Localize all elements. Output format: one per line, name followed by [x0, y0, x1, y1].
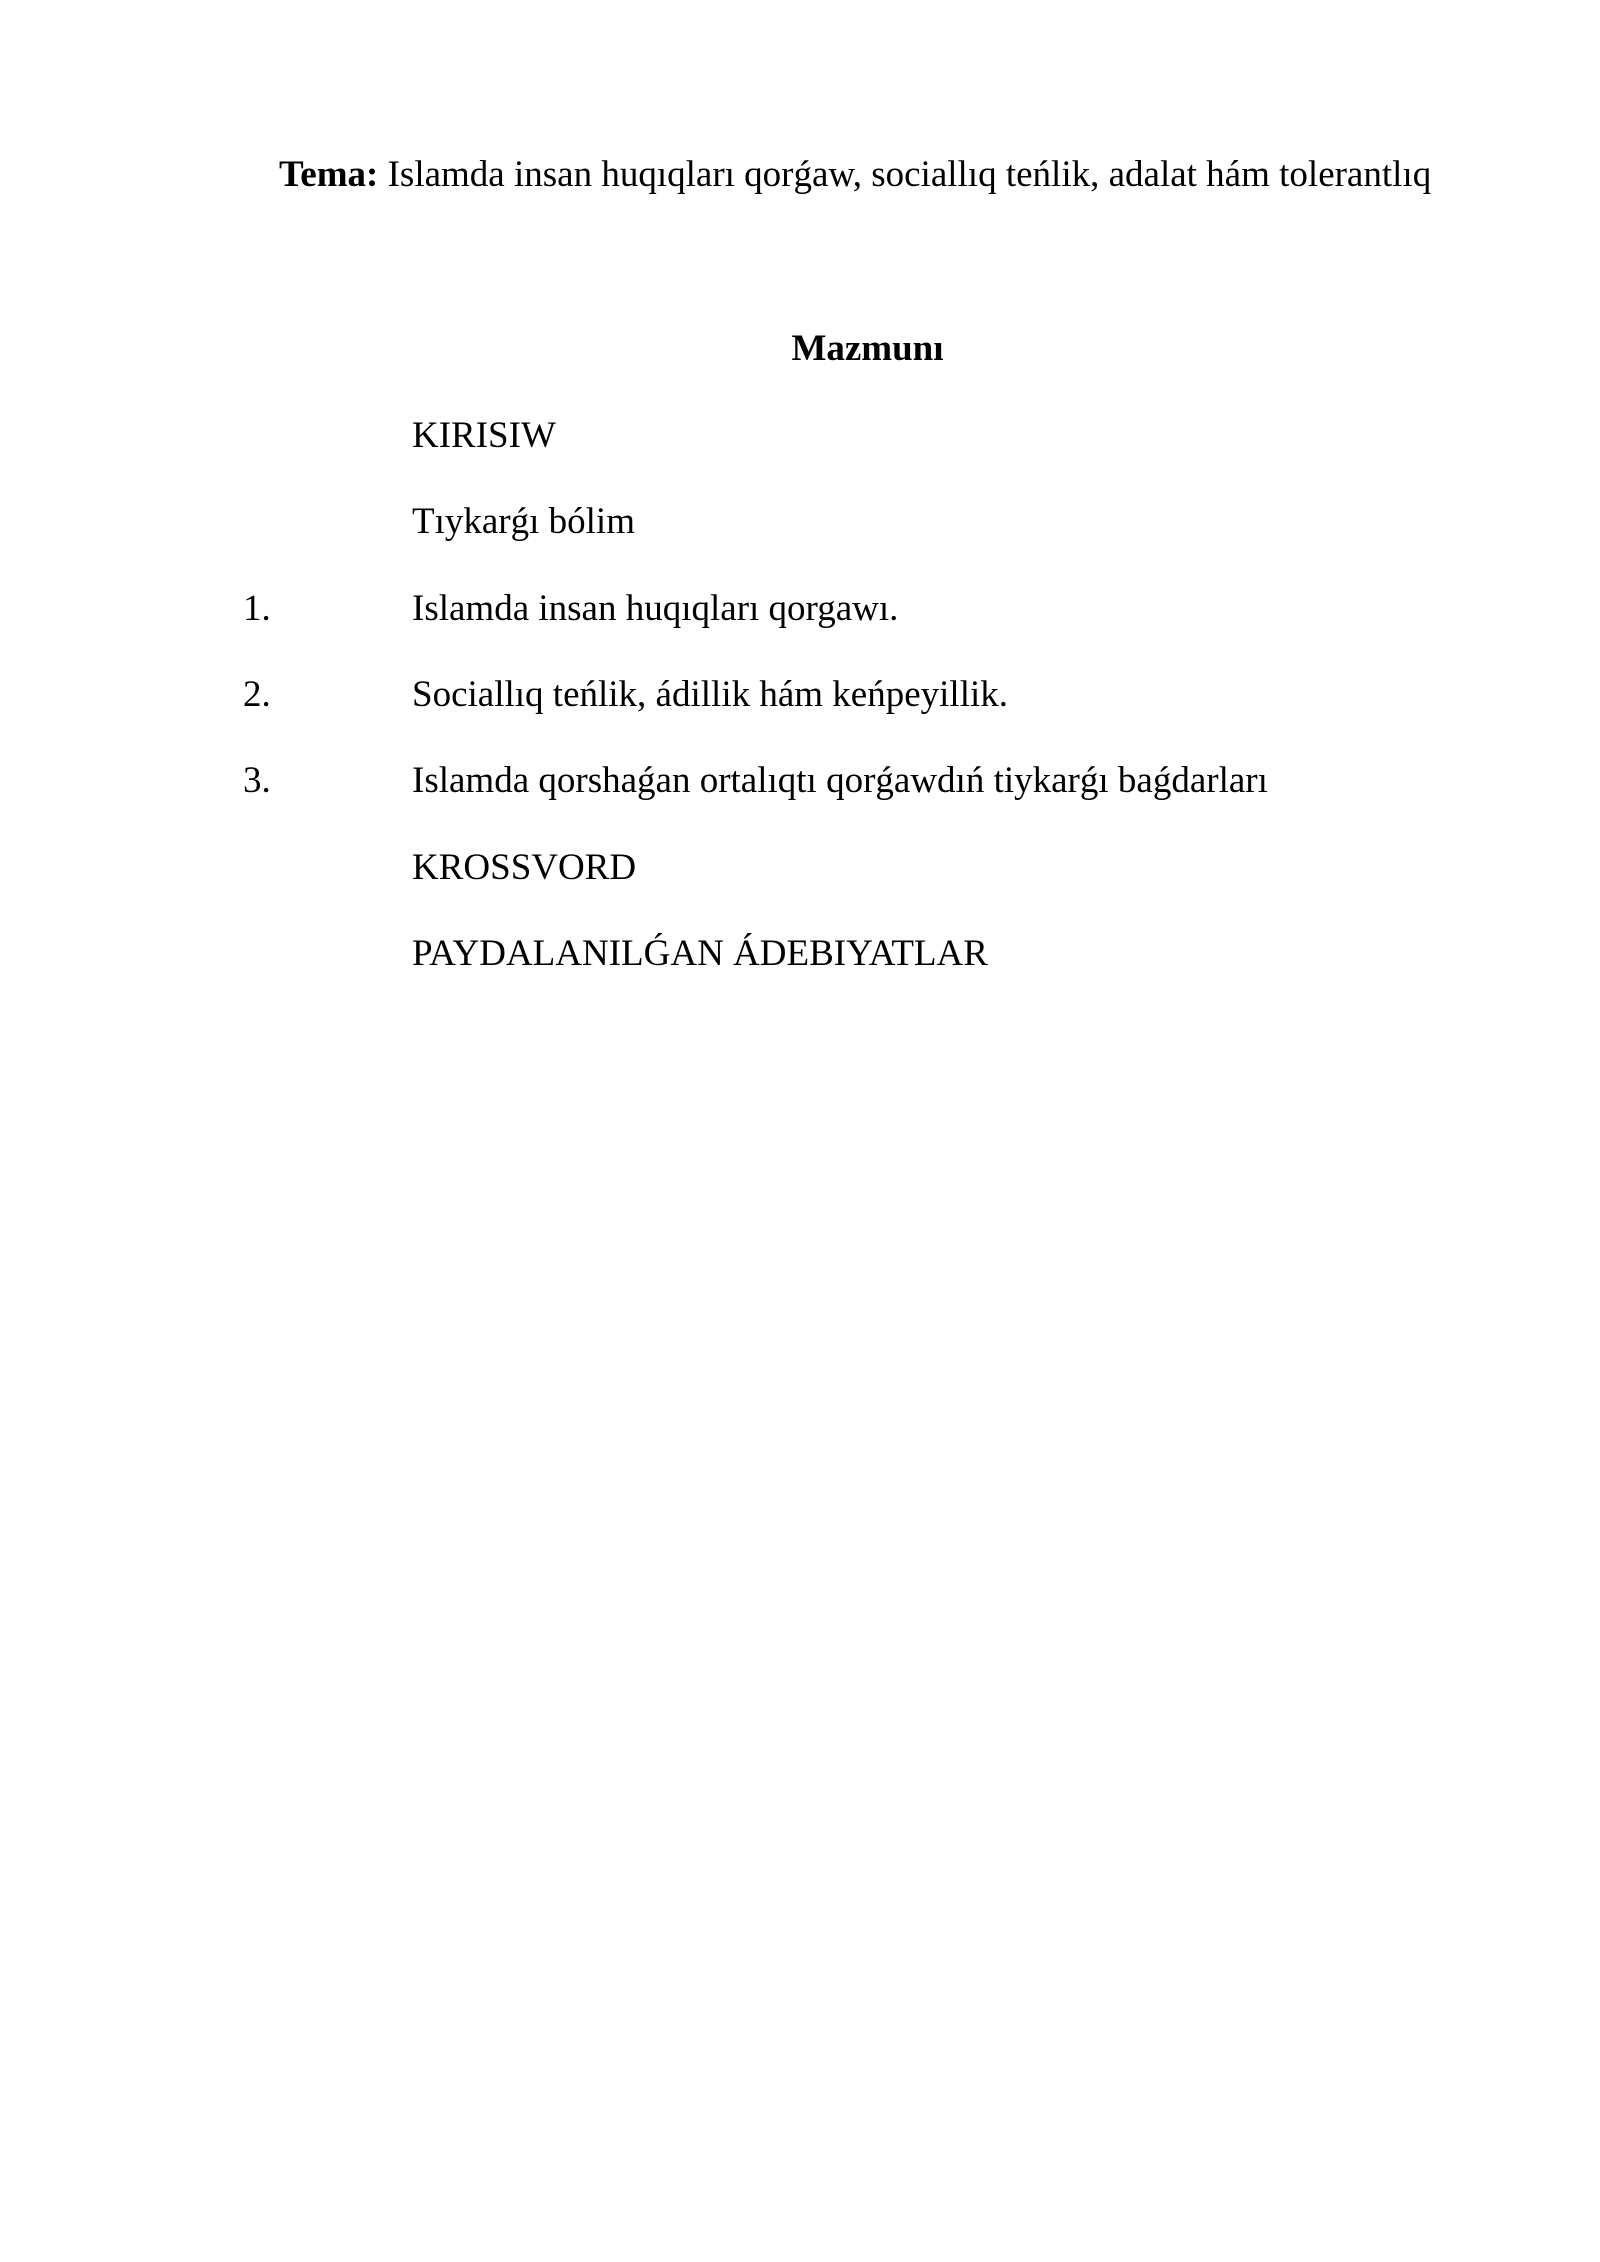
toc-heading: Mazmunı: [791, 328, 944, 369]
toc-item-1: [0, 582, 1600, 636]
toc-item-text: Sociallıq teńlik, ádillik hám keńpeyillik.: [412, 674, 1009, 715]
toc-item-number: 1.: [243, 588, 271, 629]
toc-item-text: PAYDALANILǴAN ÁDEBIYATLAR: [412, 933, 988, 974]
toc-item-text: Tıykarǵı bólim: [412, 501, 635, 542]
toc-item-references: [0, 927, 1600, 981]
toc-item-introduction: [0, 409, 1600, 463]
toc-item-text: KIRISIW: [412, 415, 556, 456]
toc-item-text: Islamda insan huqıqları qorgawı.: [412, 588, 899, 629]
theme-line: [279, 148, 1431, 202]
theme-text: Islamda insan huqıqları qorǵaw, sociallıq teńlik, adalat hám tolerantlıq: [387, 154, 1432, 195]
toc-item-text: KROSSVORD: [412, 847, 637, 888]
toc-item-number: 3.: [243, 760, 271, 801]
theme-label: Tema:: [279, 154, 379, 195]
toc-item-crossword: [0, 841, 1600, 895]
toc-item-3: [0, 754, 1600, 808]
toc-item-main-part: [0, 495, 1600, 549]
toc-item-number: 2.: [243, 674, 271, 715]
toc-item-text: Islamda qorshaǵan ortalıqtı qorǵawdıń tiykarǵı baǵdarları: [412, 760, 1268, 801]
toc-item-2: [0, 668, 1600, 722]
